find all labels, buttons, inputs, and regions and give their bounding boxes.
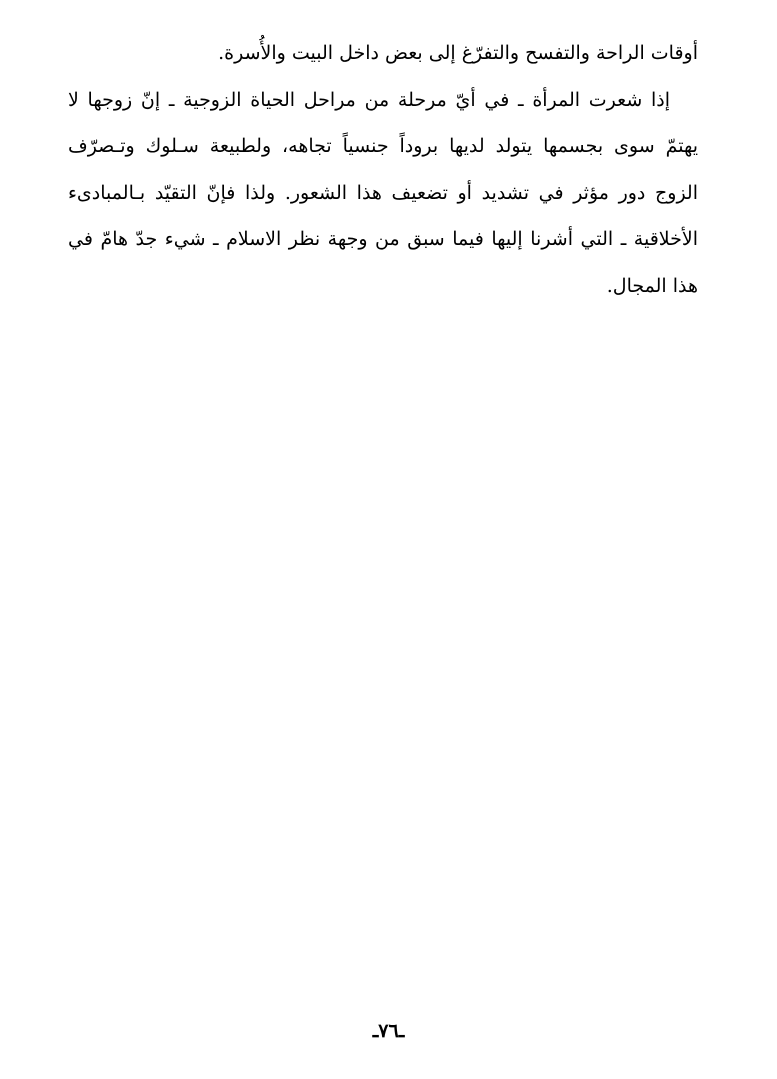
paragraph-2-line-3: الزوج دور مؤثر في تشديد أو تضعيف هذا الشعور. ولذا فإنّ التقيّد بـالمبادىء (68, 181, 698, 204)
paragraph-2-line-2: يهتمّ سوى بجسمها يتولد لديها بروداً جنسياً تجاهه، ولطبيعة سـلوك وتـصرّف (68, 135, 698, 158)
paragraph-2-line-4: الأخلاقية ـ التي أشرنا إليها فيما سبق من وجهة نظر الاسلام ـ شيء جدّ هامّ في (68, 228, 698, 251)
paragraph-1-line-1: أوقات الراحة والتفسح والتفرّغ إلى بعض داخل البيت والأُسرة. (218, 42, 698, 64)
paragraph-2-line-1: إذا شعرت المرأة ـ في أيّ مرحلة من مراحل الحياة الزوجية ـ إنّ زوجها لا (68, 88, 670, 111)
page-number: ـ٧٦ـ (372, 1020, 405, 1042)
paragraph-2-line-5: هذا المجال. (606, 274, 698, 297)
body-text (68, 30, 698, 310)
